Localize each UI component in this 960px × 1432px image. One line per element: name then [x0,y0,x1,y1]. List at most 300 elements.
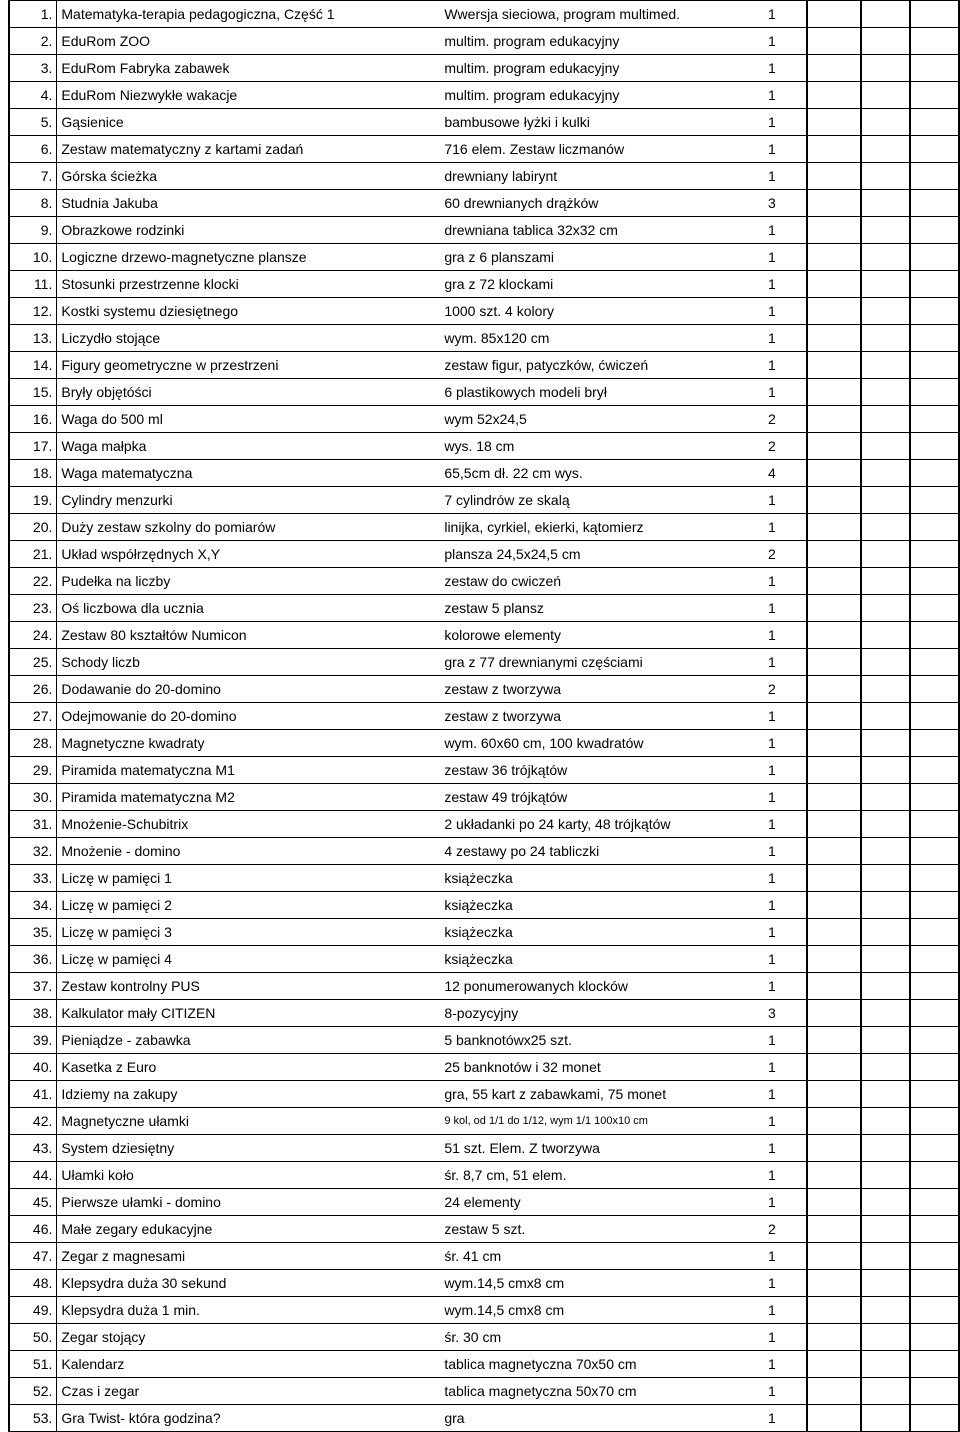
table-row [9,568,959,595]
item-description-cell: wys. 18 cm [440,433,738,460]
empty-column-cell [807,514,862,541]
item-name-cell: Mnożenie - domino [57,838,440,865]
table-row [9,973,959,1000]
item-quantity-cell: 1 [738,352,807,379]
item-name-cell: Studnia Jakuba [57,190,440,217]
row-number-cell: 21. [9,541,57,568]
table-row [9,730,959,757]
item-name-cell: Czas i zegar [57,1378,440,1405]
empty-column-cell [807,433,862,460]
item-quantity-cell: 1 [738,1405,807,1432]
item-quantity-cell: 1 [738,1081,807,1108]
item-quantity-cell: 1 [738,163,807,190]
item-description-cell: wym.14,5 cmx8 cm [440,1297,738,1324]
empty-column-cell [861,55,910,82]
item-name-cell: Kalkulator mały CITIZEN [57,1000,440,1027]
empty-column-cell [807,973,862,1000]
item-name-cell: Matematyka-terapia pedagogiczna, Część 1 [57,1,440,28]
item-quantity-cell: 1 [738,487,807,514]
item-description-cell: zestaw 5 plansz [440,595,738,622]
empty-column-cell [807,541,862,568]
item-quantity-cell: 1 [738,703,807,730]
table-row [9,1027,959,1054]
item-quantity-cell: 4 [738,460,807,487]
item-description-cell: zestaw do cwiczeń [440,568,738,595]
item-name-cell: Obrazkowe rodzinki [57,217,440,244]
table-row [9,325,959,352]
empty-column-cell [861,1135,910,1162]
item-quantity-cell: 1 [738,919,807,946]
empty-column-cell [910,622,959,649]
row-number-cell: 42. [9,1108,57,1135]
item-description-cell: zestaw figur, patyczków, ćwiczeń [440,352,738,379]
item-description-cell: 7 cylindrów ze skalą [440,487,738,514]
empty-column-cell [910,1270,959,1297]
table-row [9,136,959,163]
item-quantity-cell: 1 [738,1189,807,1216]
item-name-cell: Cylindry menzurki [57,487,440,514]
empty-column-cell [910,649,959,676]
row-number-cell: 23. [9,595,57,622]
item-name-cell: Małe zegary edukacyjne [57,1216,440,1243]
empty-column-cell [861,1243,910,1270]
table-row [9,541,959,568]
item-quantity-cell: 1 [738,784,807,811]
table-row [9,892,959,919]
item-name-cell: Pudełka na liczby [57,568,440,595]
empty-column-cell [910,1,959,28]
row-number-cell: 25. [9,649,57,676]
item-name-cell: Pieniądze - zabawka [57,1027,440,1054]
item-description-cell: gra [440,1405,738,1432]
table-row [9,1108,959,1135]
row-number-cell: 28. [9,730,57,757]
empty-column-cell [910,703,959,730]
item-quantity-cell: 1 [738,1162,807,1189]
row-number-cell: 3. [9,55,57,82]
item-description-cell: gra, 55 kart z zabawkami, 75 monet [440,1081,738,1108]
item-description-cell: zestaw 49 trójkątów [440,784,738,811]
item-quantity-cell: 1 [738,28,807,55]
table-row [9,1000,959,1027]
item-name-cell: Schody liczb [57,649,440,676]
empty-column-cell [807,1270,862,1297]
item-description-cell: bambusowe łyżki i kulki [440,109,738,136]
empty-column-cell [910,1378,959,1405]
item-quantity-cell: 1 [738,1324,807,1351]
row-number-cell: 49. [9,1297,57,1324]
empty-column-cell [807,136,862,163]
item-quantity-cell: 1 [738,973,807,1000]
empty-column-cell [861,352,910,379]
empty-column-cell [807,865,862,892]
item-name-cell: Kalendarz [57,1351,440,1378]
item-quantity-cell: 1 [738,811,807,838]
item-quantity-cell: 1 [738,730,807,757]
item-description-cell: gra z 77 drewnianymi częściami [440,649,738,676]
item-description-cell: wym 52x24,5 [440,406,738,433]
item-quantity-cell: 1 [738,892,807,919]
empty-column-cell [861,460,910,487]
empty-column-cell [910,865,959,892]
row-number-cell: 17. [9,433,57,460]
item-description-cell: śr. 41 cm [440,1243,738,1270]
empty-column-cell [807,406,862,433]
empty-column-cell [861,757,910,784]
table-row [9,865,959,892]
empty-column-cell [861,811,910,838]
empty-column-cell [910,1405,959,1432]
empty-column-cell [861,1378,910,1405]
item-name-cell: Zestaw matematyczny z kartami zadań [57,136,440,163]
item-name-cell: Zestaw kontrolny PUS [57,973,440,1000]
empty-column-cell [807,838,862,865]
row-number-cell: 48. [9,1270,57,1297]
item-name-cell: Liczę w pamięci 1 [57,865,440,892]
item-description-cell: książeczka [440,865,738,892]
table-row [9,919,959,946]
empty-column-cell [861,1216,910,1243]
item-description-cell: multim. program edukacyjny [440,28,738,55]
inventory-table-body [9,1,959,1432]
item-description-cell: 25 banknotów i 32 monet [440,1054,738,1081]
item-description-cell: wym. 85x120 cm [440,325,738,352]
item-quantity-cell: 1 [738,1351,807,1378]
row-number-cell: 15. [9,379,57,406]
empty-column-cell [910,163,959,190]
row-number-cell: 16. [9,406,57,433]
item-description-cell: gra z 72 klockami [440,271,738,298]
empty-column-cell [910,1243,959,1270]
empty-column-cell [910,28,959,55]
empty-column-cell [861,1081,910,1108]
empty-column-cell [807,1,862,28]
item-name-cell: Zegar z magnesami [57,1243,440,1270]
item-description-cell: książeczka [440,919,738,946]
table-row [9,406,959,433]
item-quantity-cell: 1 [738,271,807,298]
empty-column-cell [910,568,959,595]
empty-column-cell [861,1162,910,1189]
empty-column-cell [807,1162,862,1189]
row-number-cell: 50. [9,1324,57,1351]
empty-column-cell [910,487,959,514]
empty-column-cell [861,433,910,460]
item-name-cell: Oś liczbowa dla ucznia [57,595,440,622]
item-name-cell: Magnetyczne kwadraty [57,730,440,757]
item-description-cell: wym. 60x60 cm, 100 kwadratów [440,730,738,757]
empty-column-cell [807,649,862,676]
empty-column-cell [861,1108,910,1135]
empty-column-cell [807,1054,862,1081]
item-description-cell: zestaw 5 szt. [440,1216,738,1243]
table-row [9,163,959,190]
row-number-cell: 1. [9,1,57,28]
table-row [9,298,959,325]
row-number-cell: 13. [9,325,57,352]
table-row [9,460,959,487]
empty-column-cell [910,1351,959,1378]
table-row [9,244,959,271]
item-quantity-cell: 1 [738,757,807,784]
empty-column-cell [910,892,959,919]
empty-column-cell [910,136,959,163]
table-row [9,1351,959,1378]
empty-column-cell [807,1243,862,1270]
empty-column-cell [861,28,910,55]
row-number-cell: 5. [9,109,57,136]
empty-column-cell [807,676,862,703]
row-number-cell: 43. [9,1135,57,1162]
item-quantity-cell: 1 [738,838,807,865]
empty-column-cell [807,811,862,838]
empty-column-cell [861,649,910,676]
empty-column-cell [807,568,862,595]
empty-column-cell [861,190,910,217]
row-number-cell: 24. [9,622,57,649]
item-name-cell: Figury geometryczne w przestrzeni [57,352,440,379]
item-quantity-cell: 2 [738,676,807,703]
item-name-cell: Odejmowanie do 20-domino [57,703,440,730]
item-description-cell: 12 ponumerowanych klocków [440,973,738,1000]
row-number-cell: 38. [9,1000,57,1027]
empty-column-cell [861,163,910,190]
row-number-cell: 11. [9,271,57,298]
item-name-cell: Klepsydra duża 30 sekund [57,1270,440,1297]
row-number-cell: 34. [9,892,57,919]
item-description-cell: tablica magnetyczna 50x70 cm [440,1378,738,1405]
item-quantity-cell: 1 [738,622,807,649]
item-name-cell: Górska ścieżka [57,163,440,190]
item-quantity-cell: 3 [738,1000,807,1027]
item-description-cell: tablica magnetyczna 70x50 cm [440,1351,738,1378]
empty-column-cell [807,379,862,406]
empty-column-cell [861,1297,910,1324]
row-number-cell: 7. [9,163,57,190]
empty-column-cell [861,298,910,325]
empty-column-cell [910,676,959,703]
item-name-cell: System dziesiętny [57,1135,440,1162]
table-row [9,1162,959,1189]
empty-column-cell [910,973,959,1000]
item-name-cell: Idziemy na zakupy [57,1081,440,1108]
empty-column-cell [910,514,959,541]
item-description-cell: 6 plastikowych modeli brył [440,379,738,406]
item-name-cell: Dodawanie do 20-domino [57,676,440,703]
empty-column-cell [861,1351,910,1378]
item-description-cell: 716 elem. Zestaw liczmanów [440,136,738,163]
item-name-cell: Pierwsze ułamki - domino [57,1189,440,1216]
row-number-cell: 53. [9,1405,57,1432]
item-name-cell: Duży zestaw szkolny do pomiarów [57,514,440,541]
table-row [9,190,959,217]
item-quantity-cell: 1 [738,244,807,271]
item-description-cell: drewniana tablica 32x32 cm [440,217,738,244]
table-row [9,1,959,28]
row-number-cell: 45. [9,1189,57,1216]
table-row [9,55,959,82]
item-name-cell: Bryły objętóści [57,379,440,406]
row-number-cell: 39. [9,1027,57,1054]
item-quantity-cell: 1 [738,946,807,973]
empty-column-cell [861,730,910,757]
empty-column-cell [910,946,959,973]
row-number-cell: 44. [9,1162,57,1189]
item-description-cell: 24 elementy [440,1189,738,1216]
empty-column-cell [807,595,862,622]
empty-column-cell [807,217,862,244]
item-quantity-cell: 1 [738,55,807,82]
row-number-cell: 52. [9,1378,57,1405]
item-quantity-cell: 1 [738,568,807,595]
empty-column-cell [861,622,910,649]
empty-column-cell [807,784,862,811]
item-quantity-cell: 2 [738,406,807,433]
empty-column-cell [861,784,910,811]
empty-column-cell [910,1324,959,1351]
item-description-cell: 4 zestawy po 24 tabliczki [440,838,738,865]
empty-column-cell [910,325,959,352]
table-row [9,1081,959,1108]
item-quantity-cell: 1 [738,136,807,163]
item-name-cell: EduRom Fabryka zabawek [57,55,440,82]
empty-column-cell [861,1270,910,1297]
table-row [9,1216,959,1243]
row-number-cell: 33. [9,865,57,892]
item-name-cell: Mnożenie-Schubitrix [57,811,440,838]
empty-column-cell [910,406,959,433]
item-description-cell: 2 układanki po 24 karty, 48 trójkątów [440,811,738,838]
item-name-cell: Zegar stojący [57,1324,440,1351]
table-row [9,217,959,244]
item-name-cell: Logiczne drzewo-magnetyczne plansze [57,244,440,271]
empty-column-cell [807,1135,862,1162]
empty-column-cell [861,244,910,271]
empty-column-cell [910,352,959,379]
item-name-cell: Zestaw 80 kształtów Numicon [57,622,440,649]
table-row [9,1378,959,1405]
row-number-cell: 19. [9,487,57,514]
empty-column-cell [910,1000,959,1027]
item-name-cell: Magnetyczne ułamki [57,1108,440,1135]
item-description-cell: kolorowe elementy [440,622,738,649]
row-number-cell: 47. [9,1243,57,1270]
empty-column-cell [861,1324,910,1351]
table-row [9,1405,959,1432]
table-row [9,1324,959,1351]
empty-column-cell [807,28,862,55]
table-row [9,433,959,460]
row-number-cell: 9. [9,217,57,244]
item-quantity-cell: 1 [738,1027,807,1054]
table-row [9,838,959,865]
empty-column-cell [807,271,862,298]
row-number-cell: 35. [9,919,57,946]
empty-column-cell [910,460,959,487]
table-row [9,109,959,136]
item-quantity-cell: 2 [738,433,807,460]
table-row [9,1243,959,1270]
empty-column-cell [807,55,862,82]
row-number-cell: 30. [9,784,57,811]
empty-column-cell [807,1405,862,1432]
item-description-cell: zestaw z tworzywa [440,703,738,730]
table-row [9,1135,959,1162]
empty-column-cell [807,703,862,730]
empty-column-cell [910,919,959,946]
empty-column-cell [807,1189,862,1216]
row-number-cell: 40. [9,1054,57,1081]
table-row [9,757,959,784]
item-description-cell: multim. program edukacyjny [440,55,738,82]
empty-column-cell [910,379,959,406]
item-description-cell: drewniany labirynt [440,163,738,190]
item-quantity-cell: 1 [738,325,807,352]
empty-column-cell [910,1135,959,1162]
item-quantity-cell: 1 [738,379,807,406]
item-name-cell: Gra Twist- która godzina? [57,1405,440,1432]
empty-column-cell [910,109,959,136]
item-description-cell: wym.14,5 cmx8 cm [440,1270,738,1297]
row-number-cell: 36. [9,946,57,973]
item-description-cell: zestaw 36 trójkątów [440,757,738,784]
empty-column-cell [861,406,910,433]
empty-column-cell [807,730,862,757]
item-quantity-cell: 1 [738,1243,807,1270]
table-row [9,676,959,703]
item-name-cell: Kostki systemu dziesiętnego [57,298,440,325]
item-description-cell: multim. program edukacyjny [440,82,738,109]
item-description-cell: 60 drewnianych drążków [440,190,738,217]
row-number-cell: 32. [9,838,57,865]
empty-column-cell [910,811,959,838]
empty-column-cell [910,1054,959,1081]
item-name-cell: Liczę w pamięci 3 [57,919,440,946]
empty-column-cell [861,379,910,406]
table-row [9,649,959,676]
empty-column-cell [861,487,910,514]
item-quantity-cell: 2 [738,1216,807,1243]
empty-column-cell [910,217,959,244]
empty-column-cell [910,541,959,568]
empty-column-cell [861,217,910,244]
empty-column-cell [861,1189,910,1216]
empty-column-cell [861,838,910,865]
table-row [9,622,959,649]
empty-column-cell [910,433,959,460]
empty-column-cell [861,514,910,541]
empty-column-cell [861,865,910,892]
item-name-cell: Gąsienice [57,109,440,136]
table-row [9,1189,959,1216]
inventory-table [8,0,960,1432]
empty-column-cell [910,1027,959,1054]
item-quantity-cell: 1 [738,1378,807,1405]
empty-column-cell [807,190,862,217]
empty-column-cell [861,973,910,1000]
empty-column-cell [910,1108,959,1135]
table-row [9,352,959,379]
item-name-cell: Liczę w pamięci 2 [57,892,440,919]
table-row [9,514,959,541]
empty-column-cell [861,1027,910,1054]
row-number-cell: 26. [9,676,57,703]
table-row [9,595,959,622]
table-row [9,82,959,109]
empty-column-cell [910,55,959,82]
empty-column-cell [910,595,959,622]
row-number-cell: 51. [9,1351,57,1378]
